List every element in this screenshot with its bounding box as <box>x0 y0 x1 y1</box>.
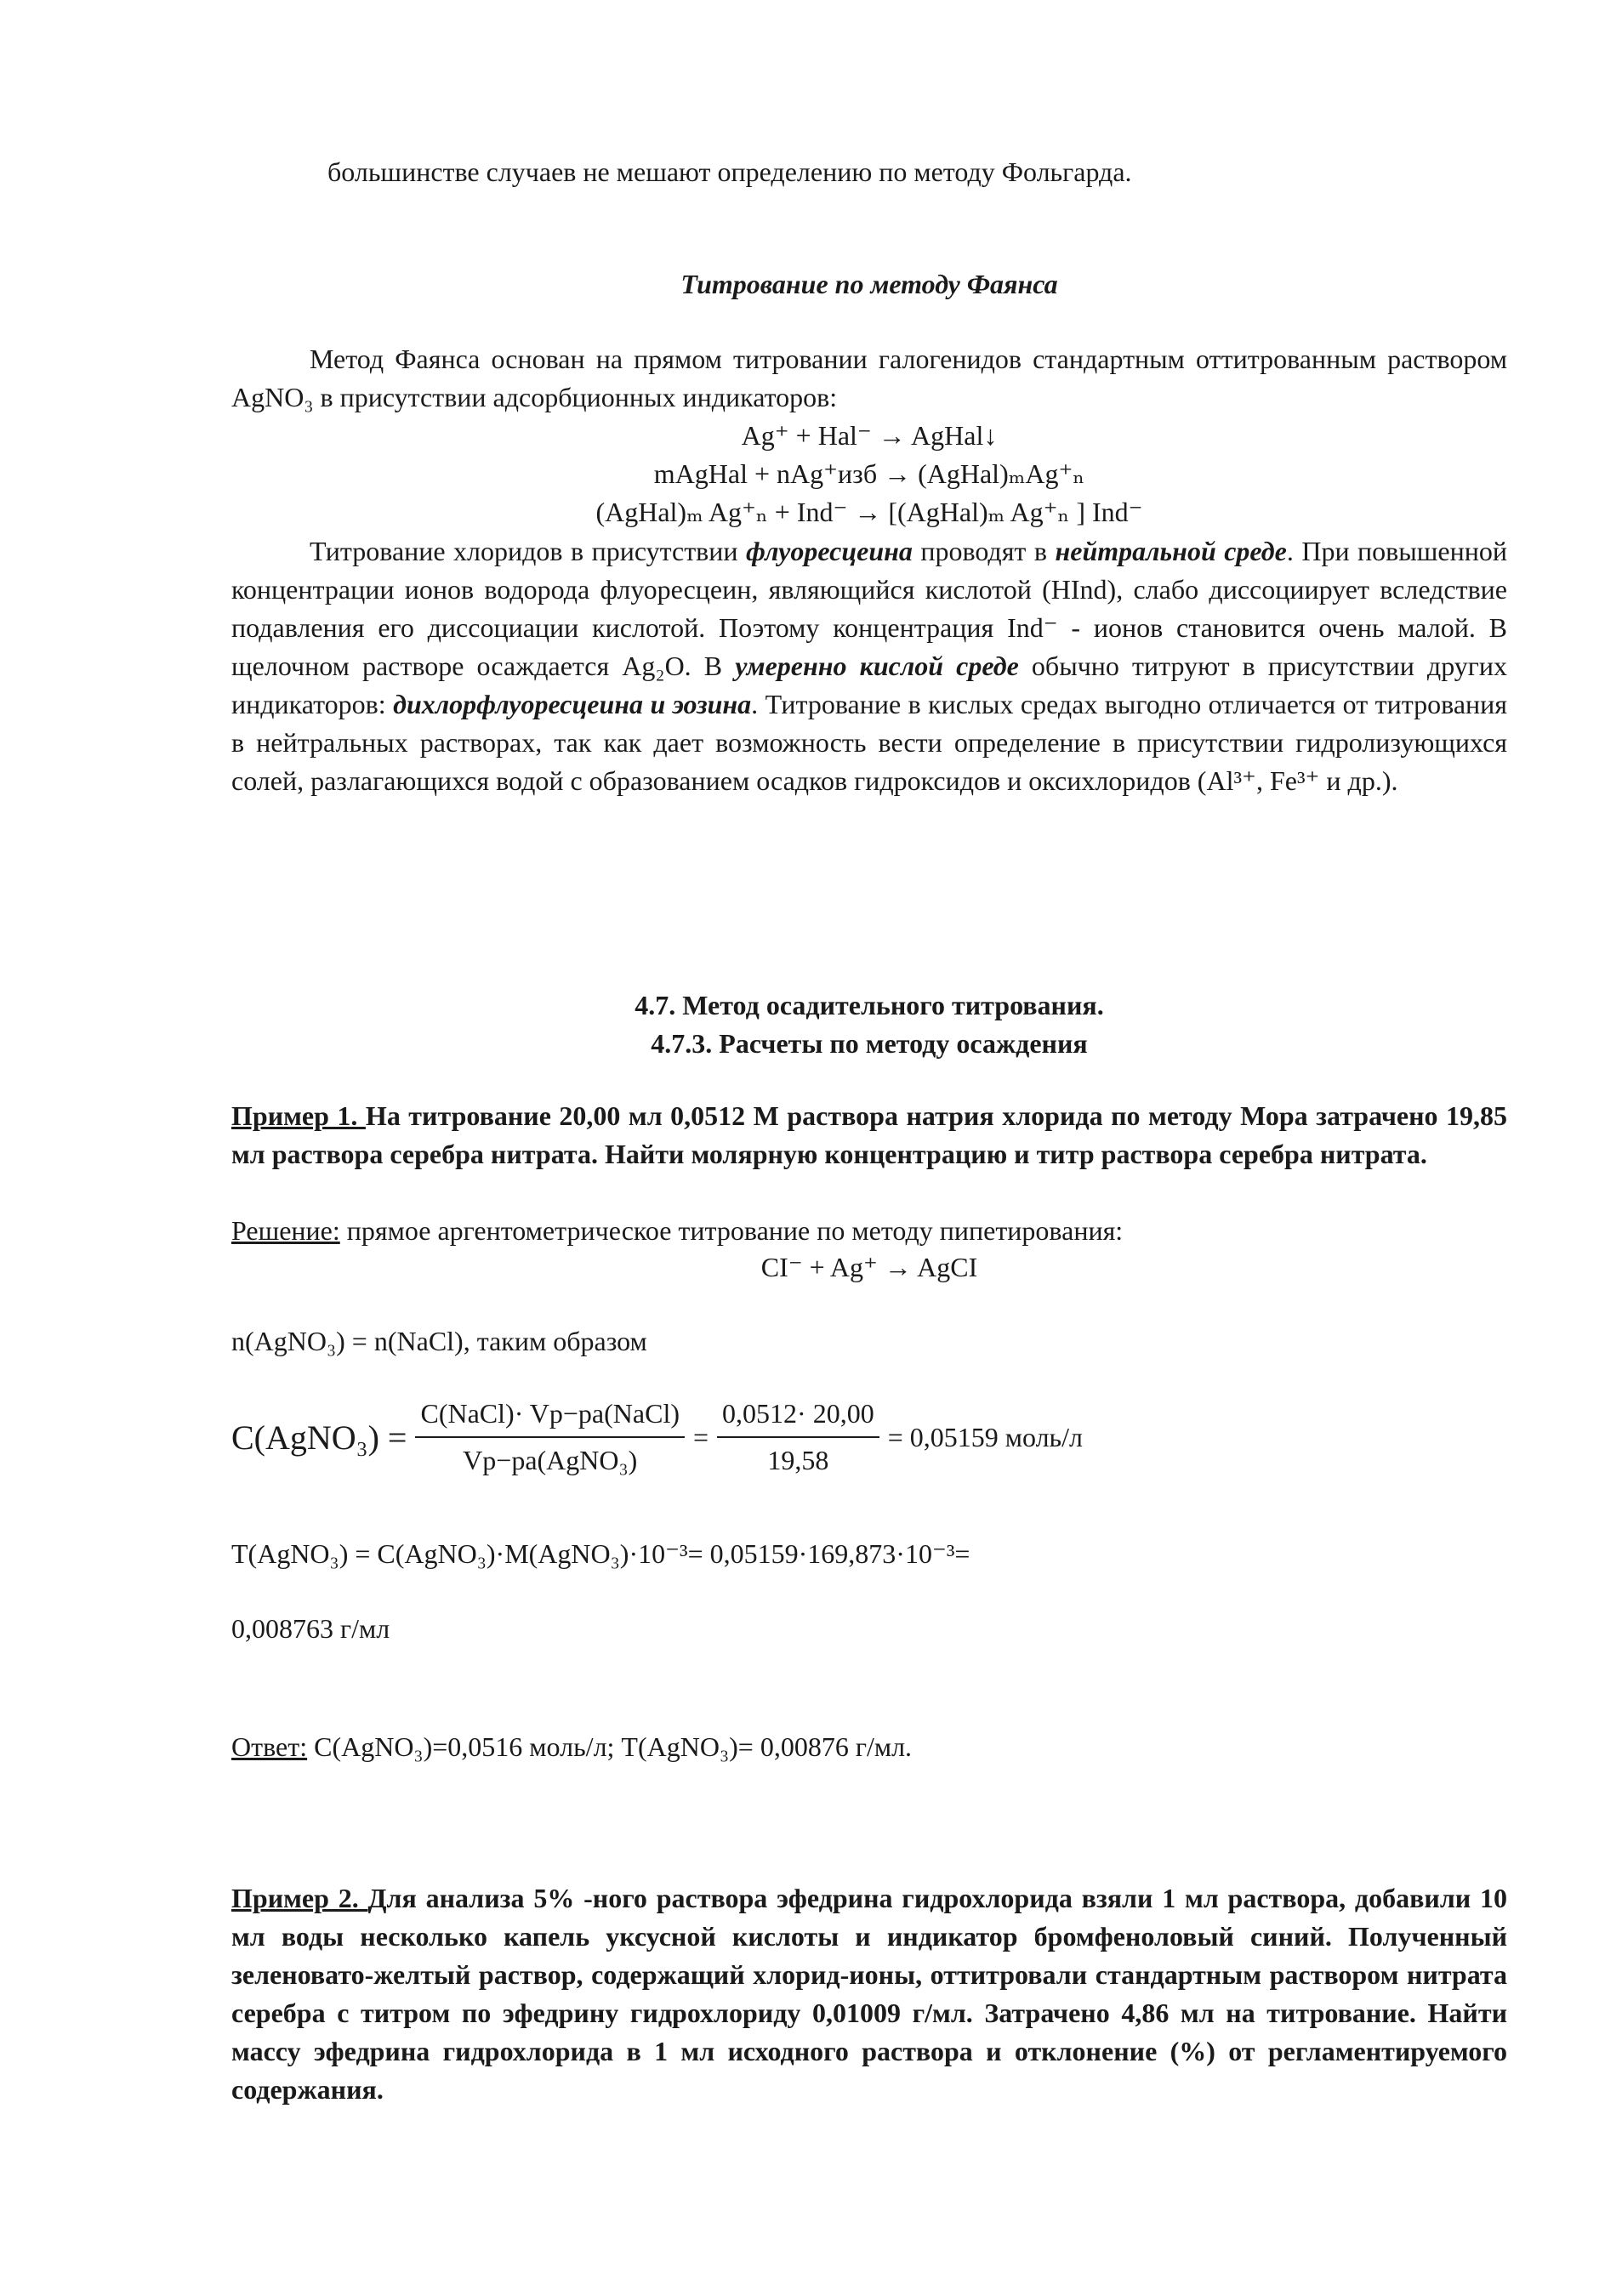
fajans-intro: Метод Фаянса основан на прямом титровании галогенидов стандартным оттитрованным раствором AgNO₃ в присутствии адсорбционных индикаторов: <box>231 344 1507 412</box>
fraction-numerator: 0,0512· 20,00 <box>717 1395 879 1438</box>
subsection-title: 4.7.3. Расчеты по методу осаждения <box>651 1028 1088 1059</box>
concentration-formula <box>231 1395 1507 1480</box>
example-2-problem <box>231 1879 1507 2109</box>
answer-text: C(AgNO₃)=0,0516 моль/л; T(AgNO₃)= 0,00876 г/мл. <box>307 1731 913 1762</box>
formula-fraction-symbolic <box>415 1395 685 1480</box>
example-2-text: Для анализа 5% -ного раствора эфедрина гидрохлорида взяли 1 мл раствора, добавили 10 мл воды несколько капель уксусной кислоты и индикатор бромфеноловый синий. Полученный зеленовато-желтый раствор, содержащий хлорид-ионы, оттитровали стандартным раствором нитрата серебра с титром по эфедрину гидрохлориду 0,01009 г/мл. Затрачено 4,86 мл на титрование. Найти массу эфедрина гидрохлорида в 1 мл исходного раствора и отклонение (%) от регламентируемого содержания. <box>231 1883 1508 2105</box>
equation-1: Ag⁺ + Hal⁻ → AgHal↓ <box>741 420 998 451</box>
paragraph-text: Титрование хлоридов в присутствии <box>310 536 747 566</box>
fraction-numerator: C(NaCl)· Vр−ра(NaCl) <box>415 1395 685 1438</box>
paragraph-text: . При повышенной концентрации ионов водорода флуоресцеин, являющийся кислотой (HInd), слабо диссоциирует вследствие подавления его диссоциации кислотой. Поэтому концентрация Ind⁻ - ионов становится очень малой. В щелочном растворе осаждается Ag₂O. В <box>231 536 1508 681</box>
emphasis-fluorescein: флуоресцеина <box>746 536 913 566</box>
formula-fraction-numeric <box>717 1395 879 1480</box>
answer-label: Ответ: <box>231 1731 308 1762</box>
emphasis-acidic-medium: умеренно кислой среде <box>735 651 1019 681</box>
example-1-label: Пример 1. <box>231 1100 366 1131</box>
equation-3: (AgHal)ₘ Ag⁺ₙ + Ind⁻ → [(AgHal)ₘ Ag⁺ₙ ] Ind⁻ <box>595 497 1143 527</box>
solution-line <box>231 1212 1507 1250</box>
equals-sign: = <box>692 1421 709 1452</box>
section-heading-fajans: Титрование по методу Фаянса <box>680 269 1058 299</box>
reaction-equation: CI⁻ + Ag⁺ → AgCI <box>760 1252 978 1282</box>
example-1-text: На титрование 20,00 мл 0,0512 М раствора натрия хлорида по методу Мора затрачено 19,85 мл раствора серебра нитрата. Найти молярную концентрацию и титр раствора серебра нитрата. <box>231 1100 1508 1169</box>
solution-text: прямое аргентометрическое титрование по методу пипетирования: <box>339 1215 1124 1246</box>
example-1-problem <box>231 1097 1507 1174</box>
fraction-denominator: 19,58 <box>767 1445 829 1475</box>
paragraph-text: . Титрование в кислых средах выгодно отличается от титрования в нейтральных растворах, так как дает возможность вести определение в присутствии гидролизующихся солей, разлагающихся водой с образованием осадков гидроксидов и оксихлоридов (Al³⁺, Fe³⁺ и др.). <box>231 689 1508 796</box>
example-2-label: Пример 2. <box>231 1883 368 1913</box>
equivalence-line: n(AgNO₃) = n(NaCl), таким образом <box>231 1326 647 1356</box>
continuation-line: большинстве случаев не мешают определению по методу Фольгарда. <box>327 156 1132 187</box>
fraction-denominator: Vр−ра(AgNO₃) <box>463 1445 638 1475</box>
fajans-paragraph <box>231 532 1507 800</box>
titre-value: 0,008763 г/мл <box>231 1613 390 1644</box>
equation-2: mAgHal + nAg⁺изб → (AgHal)ₘAg⁺ₙ <box>653 458 1085 489</box>
answer-line <box>231 1728 1507 1766</box>
formula-result: = 0,05159 моль/л <box>887 1421 1083 1452</box>
solution-label: Решение: <box>231 1215 340 1246</box>
formula-lhs: C(AgNO₃) = <box>231 1418 407 1457</box>
titre-formula: T(AgNO₃) = C(AgNO₃)·M(AgNO₃)·10⁻³= 0,05159·169,873·10⁻³= <box>231 1538 970 1569</box>
emphasis-neutral-medium: нейтральной среде <box>1055 536 1287 566</box>
emphasis-indicators: дихлорфлуоресцеина и эозина <box>393 689 752 719</box>
paragraph-text: проводят в <box>912 536 1056 566</box>
paragraph-text: обычно титруют в присутствии других индикаторов: <box>231 651 1508 719</box>
section-title: 4.7. Метод осадительного титрования. <box>635 990 1104 1020</box>
